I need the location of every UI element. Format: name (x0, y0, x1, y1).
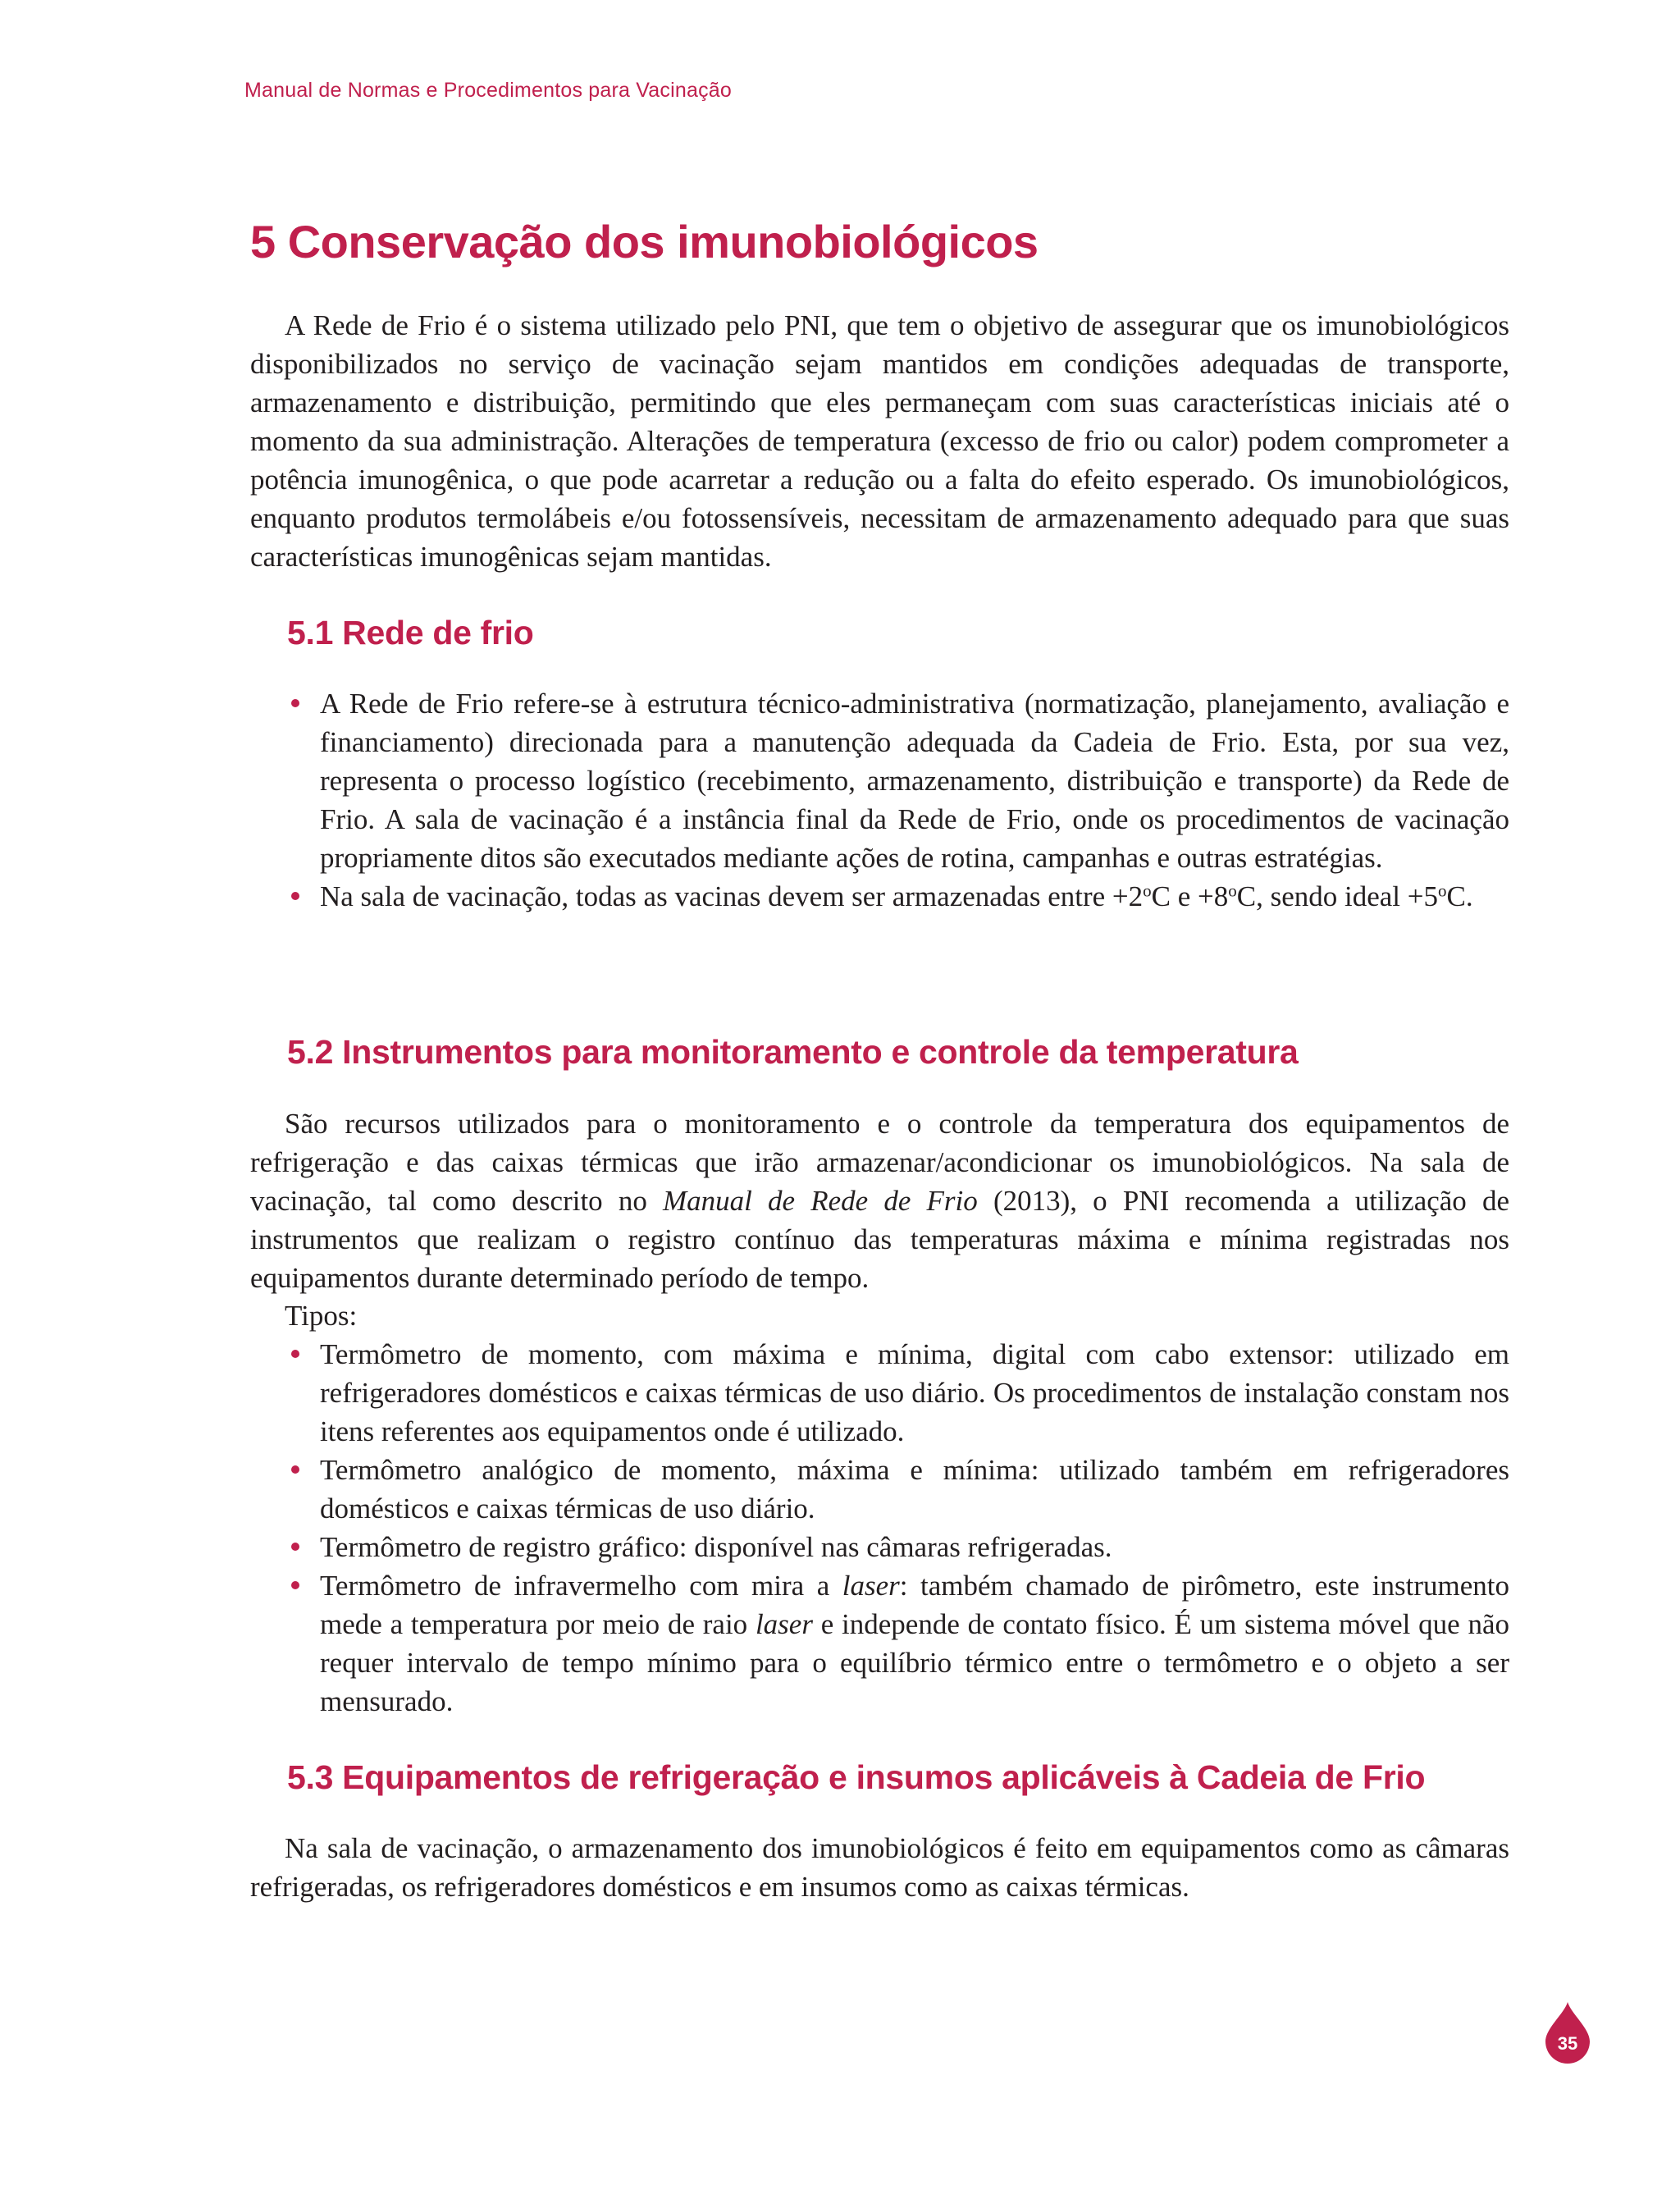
bullet-text (320, 1570, 1509, 1717)
list-item (250, 877, 1509, 916)
bullet-text: Termômetro analógico de momento, máxima e mínima: utilizado também em refrigeradores domésticos e caixas térmicas de uso diário. (320, 1454, 1509, 1524)
bullet-text-part: e independe de contato físico. É um sistema móvel que não requer intervalo de tempo mínimo para o equilíbrio térmico entre o termômetro e o objeto a ser mensurado. (320, 1608, 1510, 1717)
section-5-1-title: 5.1 Rede de frio (287, 614, 534, 651)
bullet-text (320, 880, 1473, 912)
list-item (250, 1451, 1509, 1528)
bullet-text-part: Termômetro de infravermelho com mira a (320, 1570, 842, 1602)
list-item (250, 1335, 1509, 1451)
bullet-text-part: C. (1446, 880, 1473, 912)
bullet-text-part: C, sendo ideal +5 (1236, 880, 1439, 912)
italic-term: laser (842, 1570, 900, 1602)
bullet-text: A Rede de Frio refere-se à estrutura técnico-administrativa (normatização, planejamento, avaliação e financiamento) direcionada para a manutenção adequada da Cadeia de Frio. Esta, por sua vez, representa o processo logístico (recebimento, armazenamento, distribuição e transporte) da Rede de Frio. A sala de vacinação é a instância final da Rede de Frio, onde os procedimentos de vacinação propriamente ditos são executados mediante ações de rotina, campanhas e outras estratégias. (320, 688, 1509, 874)
bullet-icon (291, 1465, 299, 1474)
list-item (250, 1566, 1509, 1721)
bullet-icon (291, 1350, 299, 1358)
bullet-text: Termômetro de registro gráfico: disponível nas câmaras refrigeradas. (320, 1531, 1112, 1563)
page-number-badge (1545, 2002, 1590, 2064)
list-item (250, 684, 1509, 877)
bullet-icon (291, 699, 299, 707)
paragraph-text-part: (2013), o PNI recomenda a utilização de instrumentos que realizam o registro contínuo das temperaturas máxima e mínima registradas nos equipamentos durante determinado período de tempo. (250, 1185, 1509, 1294)
bullet-icon (291, 1543, 299, 1551)
section-5-2-title: 5.2 Instrumentos para monitoramento e controle da temperatura (287, 1033, 1299, 1071)
chapter-intro-paragraph: A Rede de Frio é o sistema utilizado pelo PNI, que tem o objetivo de assegurar que os imunobiológicos disponibilizados no serviço de vacinação sejam mantidos em condições adequadas de transporte, armazenamento e distribuição, permitindo que eles permaneçam com suas características iniciais até o momento da sua administração. Alterações de temperatura (excesso de frio ou calor) podem comprometer a potência imunogênica, o que pode acarretar a redução ou a falta do efeito esperado. Os imunobiológicos, enquanto produtos termolábeis e/ou fotossensíveis, necessitam de armazenamento adequado para que suas características imunogênicas sejam mantidas. (250, 309, 1509, 573)
section-5-3-paragraph: Na sala de vacinação, o armazenamento dos imunobiológicos é feito em equipamentos como as câmaras refrigeradas, os refrigeradores domésticos e em insumos como as caixas térmicas. (250, 1832, 1509, 1903)
types-label: Tipos: (285, 1300, 358, 1332)
section-5-3-title: 5.3 Equipamentos de refrigeração e insumos aplicáveis à Cadeia de Frio (287, 1758, 1426, 1796)
page-number: 35 (1557, 2033, 1578, 2054)
section-5-2-bullet-list (250, 1335, 1509, 1721)
section-5-1-bullet-list (250, 684, 1509, 916)
bullet-text: Termômetro de momento, com máxima e mínima, digital com cabo extensor: utilizado em refrigeradores domésticos e caixas térmicas de uso diário. Os procedimentos de instalação constam nos itens referentes aos equipamentos onde é utilizado. (320, 1338, 1509, 1447)
paragraph-text-part: São recursos utilizados para o monitoramento e o controle da temperatura dos equipamentos de refrigeração e das caixas térmicas que irão armazenar/acondicionar os imunobiológicos. Na sala de vacinação, tal como descrito no (250, 1108, 1509, 1217)
italic-term: laser (755, 1608, 813, 1640)
book-title-italic: Manual de Rede de Frio (663, 1185, 978, 1217)
degree-superscript: o (1438, 880, 1447, 901)
section-5-2-paragraph (250, 1104, 1509, 1297)
running-header: Manual de Normas e Procedimentos para Vacinação (244, 79, 732, 102)
degree-superscript: o (1228, 880, 1237, 901)
bullet-icon (291, 1581, 299, 1589)
bullet-icon (291, 892, 299, 900)
chapter-title: 5 Conservação dos imunobiológicos (250, 216, 1039, 267)
degree-superscript: o (1143, 880, 1152, 901)
bullet-text-part: : também chamado de pirômetro, este instrumento mede a temperatura por meio de raio (320, 1570, 1510, 1640)
list-item (250, 1528, 1509, 1566)
bullet-text-part: C e +8 (1151, 880, 1229, 912)
bullet-text-part: Na sala de vacinação, todas as vacinas devem ser armazenadas entre +2 (320, 880, 1144, 912)
